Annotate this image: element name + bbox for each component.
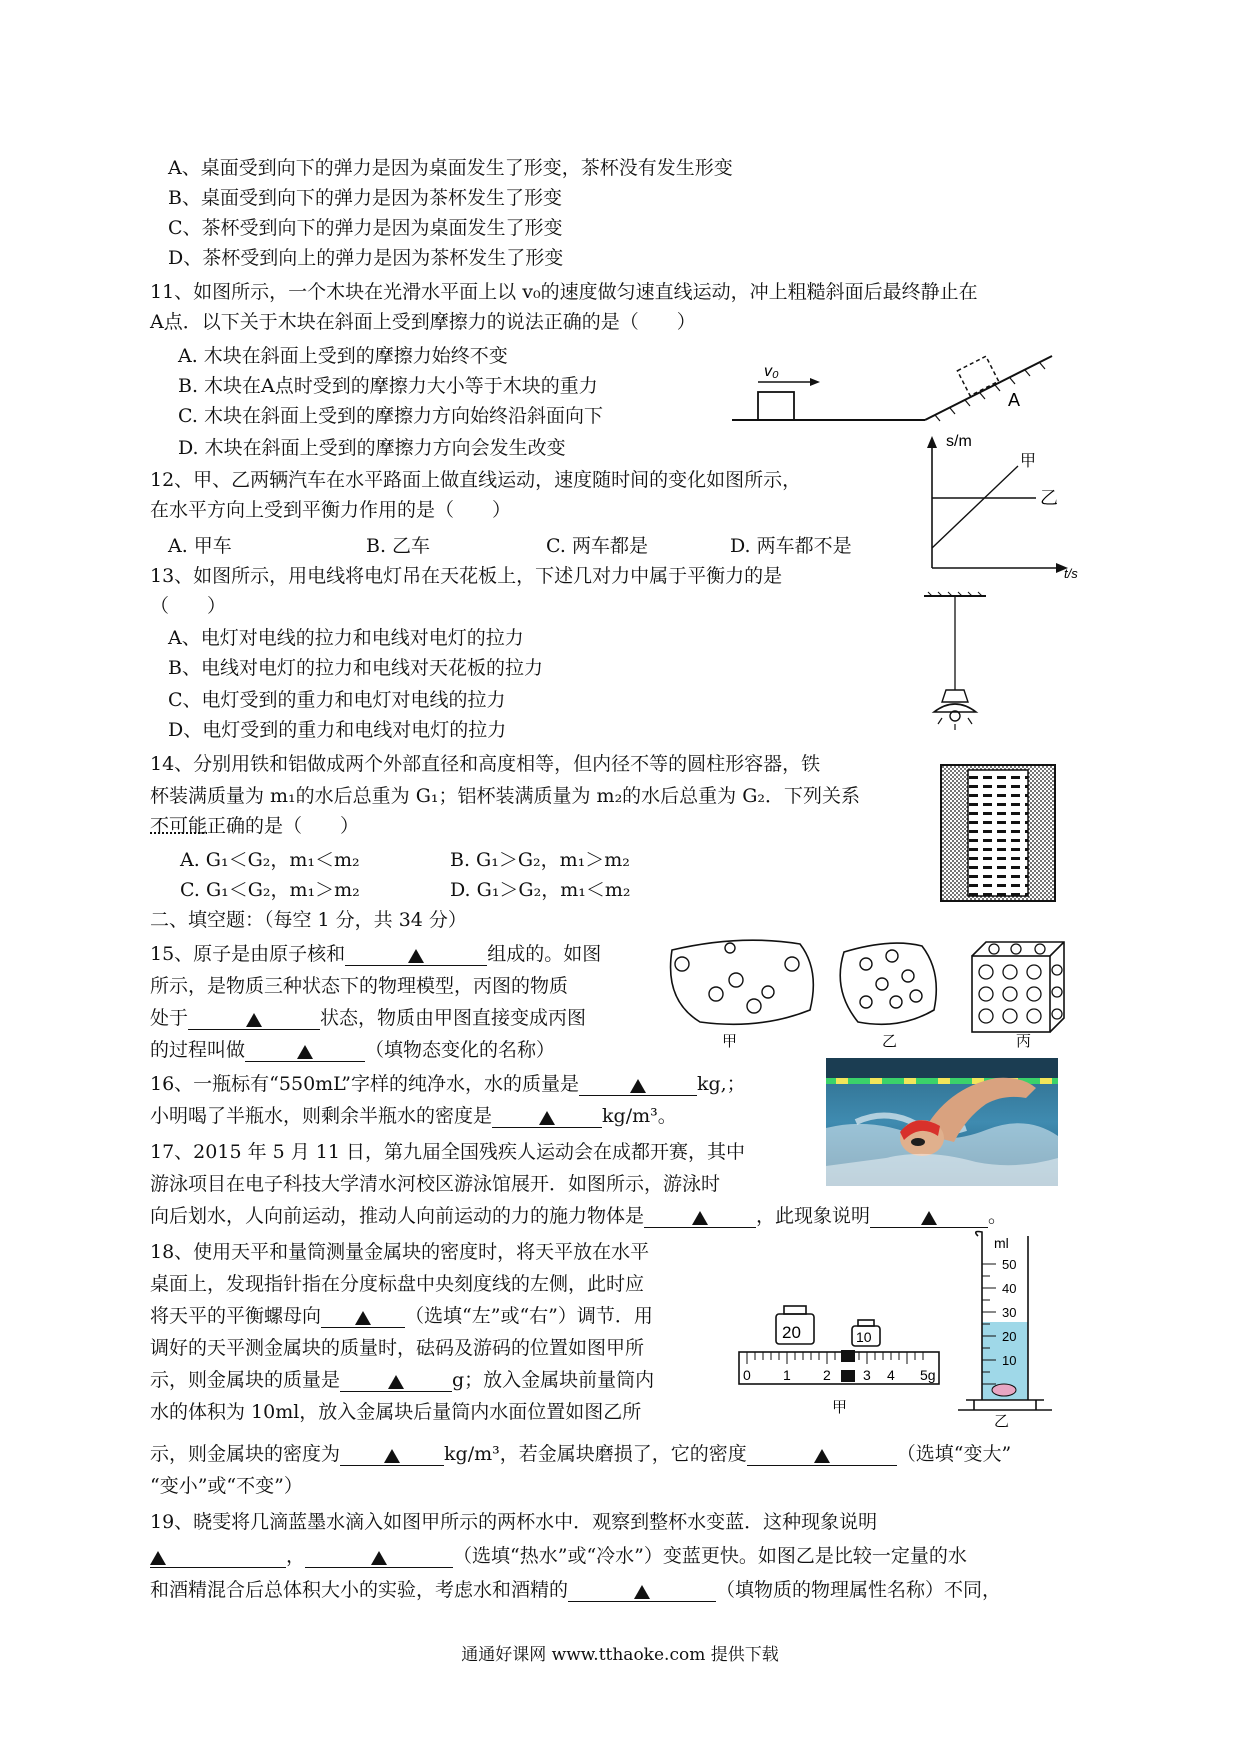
q15-text-1a: 15、原子是由原子核和 bbox=[150, 943, 346, 965]
q10-option-d: D、茶杯受到向上的弹力是因为茶杯发生了形变 bbox=[168, 247, 564, 269]
q16-text-1a: 16、一瓶标有“550mL”字样的纯净水，水的质量是 bbox=[150, 1073, 579, 1095]
q18-text-3b: （选填“左”或“右”）调节．用 bbox=[405, 1305, 653, 1327]
q18-scale-4: 4 bbox=[887, 1367, 895, 1383]
q19-blank-2[interactable] bbox=[305, 1545, 453, 1568]
q15-text-3a: 处于 bbox=[150, 1007, 189, 1029]
page-footer: 通通好课网 www.tthaoke.com 提供下载 bbox=[461, 1645, 779, 1665]
q17-text-3c: 。 bbox=[988, 1205, 1008, 1227]
q13-option-b: B、电线对电灯的拉力和电线对天花板的拉力 bbox=[168, 657, 543, 679]
q12-y-axis-label: s/m bbox=[946, 433, 972, 450]
swimmer-photo bbox=[826, 1058, 1058, 1186]
q15-states-figure bbox=[660, 930, 1080, 1050]
q18-scale-1: 1 bbox=[783, 1367, 791, 1383]
q18-scale-0: 0 bbox=[743, 1367, 751, 1383]
q12-series-yi-label: 乙 bbox=[1040, 488, 1058, 509]
q13-option-a: A、电灯对电线的拉力和电线对电灯的拉力 bbox=[168, 627, 524, 649]
section2-heading: 二、填空题：（每空 1 分，共 34 分） bbox=[150, 909, 467, 931]
q15-label-yi: 乙 bbox=[882, 1032, 898, 1050]
q11-stem-line2: A点．以下关于木块在斜面上受到摩擦力的说法正确的是（ ） bbox=[150, 311, 696, 333]
q15-line3 bbox=[150, 1006, 586, 1030]
q11-option-c: C. 木块在斜面上受到的摩擦力方向始终沿斜面向下 bbox=[178, 405, 603, 427]
q13-stem-line1: 13、如图所示，用电线将电灯吊在天花板上，下述几对力中属于平衡力的是 bbox=[150, 565, 783, 587]
q18-cylinder-unit: ml bbox=[994, 1235, 1009, 1251]
q18-line8: “变小”或“不变”） bbox=[150, 1475, 303, 1497]
q16-text-2b: kg/m³。 bbox=[602, 1105, 677, 1127]
q16-blank-1[interactable] bbox=[579, 1073, 697, 1096]
q18-blank-1[interactable] bbox=[321, 1305, 405, 1328]
q14-option-c: C. G₁＜G₂，m₁＞m₂ bbox=[180, 879, 360, 901]
q12-motion-graph bbox=[920, 430, 1080, 580]
q13-option-d: D、电灯受到的重力和电线对电灯的拉力 bbox=[168, 719, 507, 741]
q18-text-7a: 示，则金属块的密度为 bbox=[150, 1443, 341, 1465]
q17-line3 bbox=[150, 1204, 1007, 1228]
q13-hanging-lamp-figure bbox=[920, 592, 990, 732]
q18-blank-3[interactable] bbox=[340, 1443, 444, 1466]
q12-option-c: C. 两车都是 bbox=[546, 535, 648, 557]
q16-text-2a: 小明喝了半瓶水，则剩余半瓶水的密度是 bbox=[150, 1105, 493, 1127]
q16-line1 bbox=[150, 1072, 746, 1096]
q12-stem-line1: 12、甲、乙两辆汽车在水平路面上做直线运动，速度随时间的变化如图所示， bbox=[150, 469, 802, 491]
q19-text-3b: （填物质的物理属性名称）不同， bbox=[716, 1579, 1002, 1601]
q18-label-jia: 甲 bbox=[832, 1398, 848, 1416]
q14-option-d: D. G₁＞G₂，m₁＜m₂ bbox=[450, 879, 631, 901]
q15-text-1b: 组成的。如图 bbox=[487, 943, 602, 965]
q18-text-7c: （选填“变大” bbox=[896, 1443, 1012, 1465]
q17-text-3a: 向后划水，人向前运动，推动人向前运动的力的施力物体是 bbox=[150, 1205, 645, 1227]
q18-scale-5g: 5g bbox=[920, 1367, 936, 1383]
q12-option-b: B. 乙车 bbox=[366, 535, 431, 557]
q13-stem-line2: （ ） bbox=[150, 595, 227, 617]
q18-cyl-mark-40: 40 bbox=[1002, 1281, 1017, 1296]
q18-line7 bbox=[150, 1442, 1011, 1466]
q18-weight-10: 10 bbox=[856, 1329, 872, 1345]
q18-line1: 18、使用天平和量筒测量金属块的密度时，将天平放在水平 bbox=[150, 1241, 650, 1263]
q12-stem-line2: 在水平方向上受到平衡力作用的是（ ） bbox=[150, 499, 512, 521]
q14-emphasis: 不可能 bbox=[150, 815, 208, 837]
q10-option-b: B、桌面受到向下的弹力是因为茶杯发生了形变 bbox=[168, 187, 562, 209]
q16-line2 bbox=[150, 1104, 677, 1128]
q19-text-2b: （选填“热水”或“冷水”）变蓝更快。如图乙是比较一定量的水 bbox=[453, 1545, 967, 1567]
q19-text-3a: 和酒精混合后总体积大小的实验，考虑水和酒精的 bbox=[150, 1579, 569, 1601]
q11-incline-figure bbox=[730, 340, 1060, 435]
q18-blank-2[interactable] bbox=[340, 1369, 452, 1392]
q15-line2: 所示，是物质三种状态下的物理模型，丙图的物质 bbox=[150, 975, 569, 997]
q11-stem-line1: 11、如图所示，一个木块在光滑水平面上以 v₀的速度做匀速直线运动，冲上粗糙斜面后最终静止在 bbox=[150, 281, 978, 303]
q18-blank-4[interactable] bbox=[747, 1443, 897, 1466]
q18-line5 bbox=[150, 1368, 654, 1392]
q10-option-a: A、桌面受到向下的弹力是因为桌面发生了形变，茶杯没有发生形变 bbox=[168, 157, 733, 179]
q17-blank-1[interactable] bbox=[644, 1205, 756, 1228]
q19-line3 bbox=[150, 1578, 1001, 1602]
q14-option-b: B. G₁＞G₂，m₁＞m₂ bbox=[450, 849, 630, 871]
q12-option-d: D. 两车都不是 bbox=[730, 535, 852, 557]
q18-text-7b: kg/m³，若金属块磨损了，它的密度 bbox=[444, 1443, 747, 1465]
q15-line1 bbox=[150, 942, 601, 966]
q18-line3 bbox=[150, 1304, 653, 1328]
q18-weight-20: 20 bbox=[782, 1323, 801, 1342]
q11-point-a-label: A bbox=[1008, 390, 1021, 410]
q14-stem-line3 bbox=[150, 814, 359, 838]
q19-blank-1[interactable] bbox=[150, 1545, 286, 1568]
q15-text-4b: （填物态变化的名称） bbox=[365, 1039, 556, 1061]
q15-text-3b: 状态，物质由甲图直接变成丙图 bbox=[320, 1007, 587, 1029]
q18-cyl-mark-50: 50 bbox=[1002, 1257, 1017, 1272]
q19-line1: 19、晓雯将几滴蓝墨水滴入如图甲所示的两杯水中．观察到整杯水变蓝．这种现象说明 bbox=[150, 1511, 878, 1533]
q18-cylinder-figure bbox=[952, 1226, 1062, 1430]
q17-text-3b: ，此现象说明 bbox=[756, 1205, 871, 1227]
q18-text-3a: 将天平的平衡螺母向 bbox=[150, 1305, 322, 1327]
q17-line1: 17、2015 年 5 月 11 日，第九届全国残疾人运动会在成都开赛，其中 bbox=[150, 1141, 745, 1163]
q11-v0-label: v₀ bbox=[764, 363, 779, 380]
q18-text-5b: g；放入金属块前量筒内 bbox=[452, 1369, 655, 1391]
q18-line4: 调好的天平测金属块的质量时，砝码及游码的位置如图甲所 bbox=[150, 1337, 645, 1359]
q17-blank-2[interactable] bbox=[870, 1205, 988, 1228]
q12-series-jia-label: 甲 bbox=[1020, 451, 1037, 470]
q18-scale-2: 2 bbox=[823, 1367, 831, 1383]
q16-text-1b: kg,； bbox=[696, 1073, 746, 1095]
q13-option-c: C、电灯受到的重力和电灯对电线的拉力 bbox=[168, 689, 506, 711]
q15-label-bing: 丙 bbox=[1016, 1032, 1032, 1050]
q19-blank-3[interactable] bbox=[568, 1579, 716, 1602]
q12-option-a: A. 甲车 bbox=[168, 535, 232, 557]
q14-stem-line2: 杯装满质量为 m₁的水后总重为 G₁；铝杯装满质量为 m₂的水后总重为 G₂．下列关系 bbox=[150, 785, 861, 807]
q17-line2: 游泳项目在电子科技大学清水河校区游泳馆展开．如图所示，游泳时 bbox=[150, 1173, 721, 1195]
q11-option-d: D. 木块在斜面上受到的摩擦力方向会发生改变 bbox=[178, 437, 566, 459]
q12-x-axis-label: t/s bbox=[1064, 566, 1078, 581]
q14-cups-figure bbox=[940, 764, 1056, 904]
q16-blank-2[interactable] bbox=[492, 1105, 602, 1128]
q15-blank-1[interactable] bbox=[345, 943, 487, 966]
q18-balance-figure bbox=[736, 1290, 946, 1420]
q19-text-2a: ， bbox=[286, 1545, 306, 1567]
q18-line2: 桌面上，发现指针指在分度标盘中央刻度线的左侧，此时应 bbox=[150, 1273, 645, 1295]
q18-text-5a: 示，则金属块的质量是 bbox=[150, 1369, 341, 1391]
q15-blank-2[interactable] bbox=[188, 1007, 320, 1030]
q18-line6: 水的体积为 10ml，放入金属块后量筒内水面位置如图乙所 bbox=[150, 1401, 642, 1423]
q15-line4 bbox=[150, 1038, 555, 1062]
q14-option-a: A. G₁＜G₂，m₁＜m₂ bbox=[180, 849, 360, 871]
q11-option-a: A. 木块在斜面上受到的摩擦力始终不变 bbox=[178, 345, 508, 367]
q18-cyl-mark-10: 10 bbox=[1002, 1353, 1017, 1368]
q19-line2 bbox=[150, 1544, 967, 1568]
q18-cyl-mark-30: 30 bbox=[1002, 1305, 1017, 1320]
q10-option-c: C、茶杯受到向下的弹力是因为桌面发生了形变 bbox=[168, 217, 563, 239]
q15-label-jia: 甲 bbox=[722, 1032, 738, 1050]
q11-option-b: B. 木块在A点时受到的摩擦力大小等于木块的重力 bbox=[178, 375, 598, 397]
q15-blank-3[interactable] bbox=[245, 1039, 365, 1062]
q18-label-yi: 乙 bbox=[994, 1412, 1010, 1430]
q18-scale-3: 3 bbox=[863, 1367, 871, 1383]
q18-cyl-mark-20: 20 bbox=[1002, 1329, 1017, 1344]
q14-stem-rest: 正确的是（ ） bbox=[207, 815, 360, 837]
q15-text-4a: 的过程叫做 bbox=[150, 1039, 246, 1061]
q14-stem-line1: 14、分别用铁和铝做成两个外部直径和高度相等，但内径不等的圆柱形容器，铁 bbox=[150, 753, 821, 775]
